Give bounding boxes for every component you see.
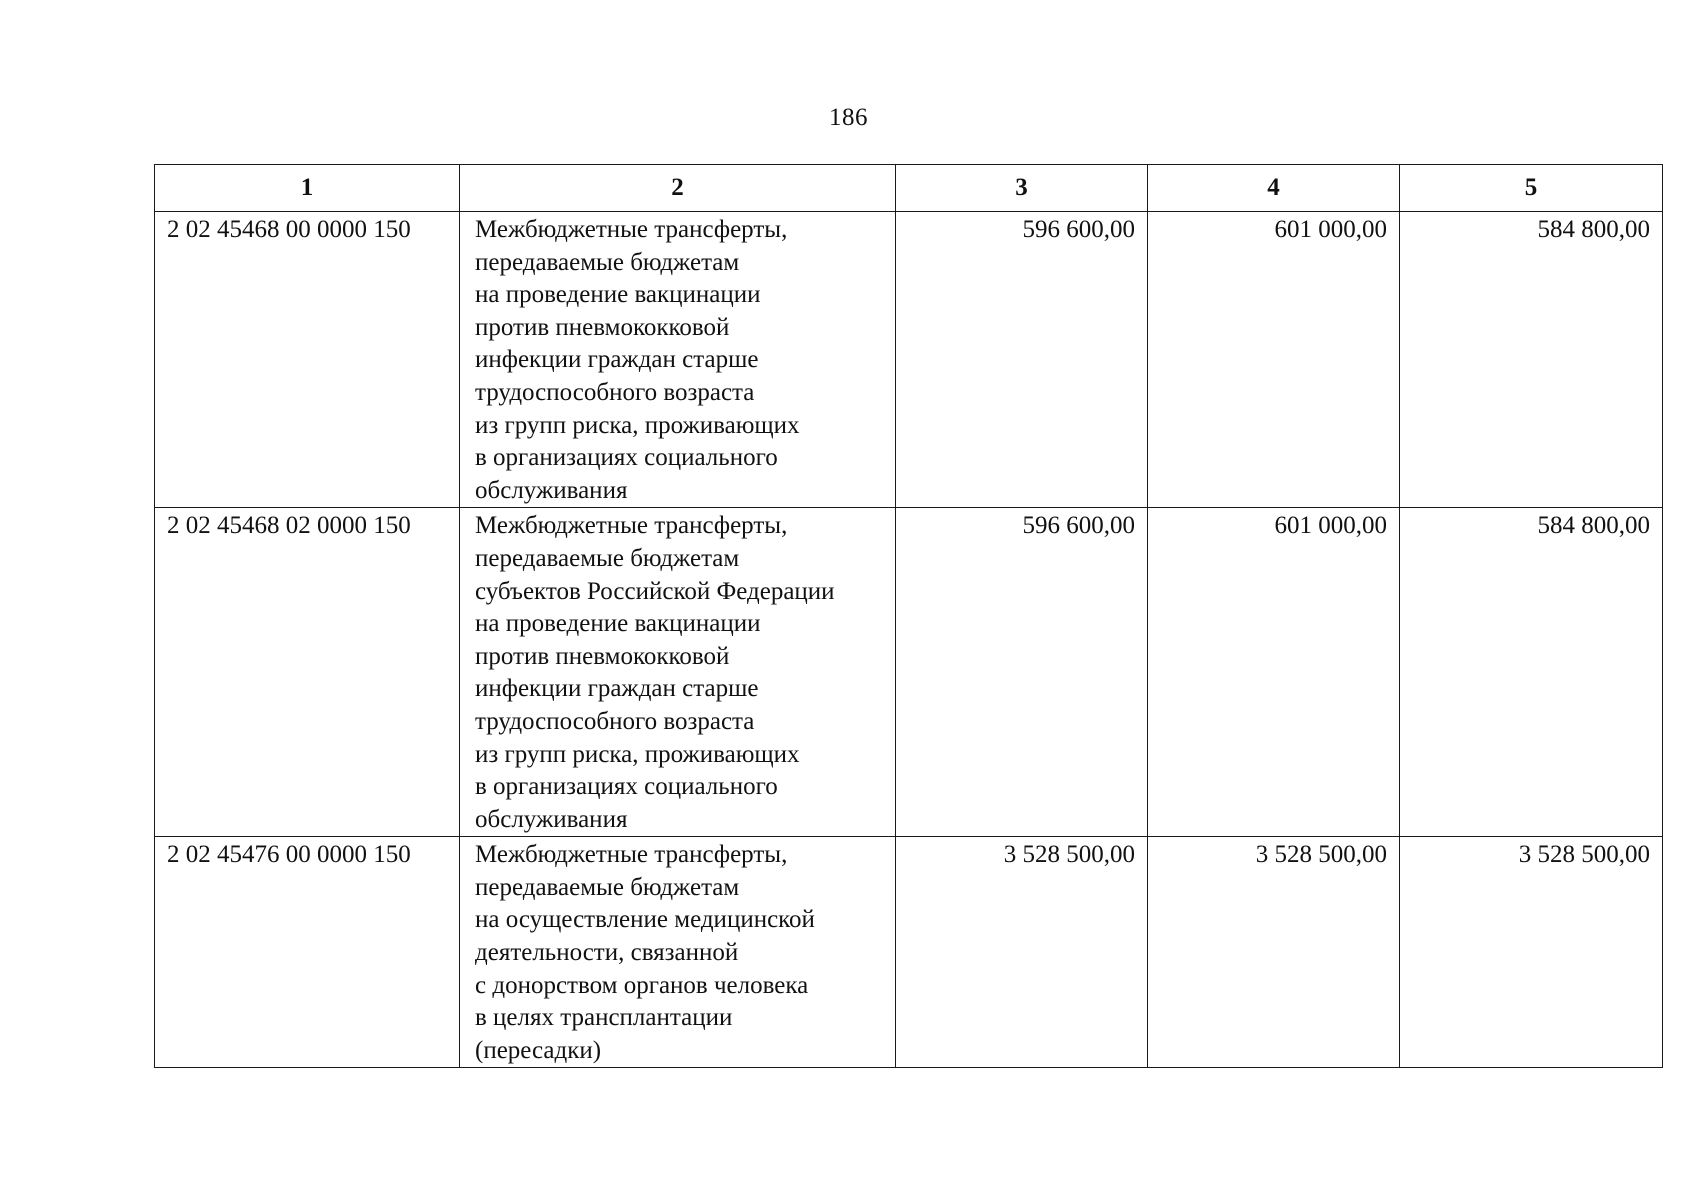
budget-code-cell: 2 02 45468 02 0000 150 bbox=[155, 508, 460, 837]
amount-cell-col3: 596 600,00 bbox=[896, 212, 1148, 508]
amount-cell-col4: 601 000,00 bbox=[1148, 508, 1400, 837]
table-row bbox=[155, 508, 1663, 837]
budget-code-cell: 2 02 45468 00 0000 150 bbox=[155, 212, 460, 508]
amount-cell-col4: 601 000,00 bbox=[1148, 212, 1400, 508]
amount-cell-col4: 3 528 500,00 bbox=[1148, 837, 1400, 1068]
table-header-row bbox=[155, 165, 1663, 212]
amount-cell-col3: 3 528 500,00 bbox=[896, 837, 1148, 1068]
description-cell: Межбюджетные трансферты, передаваемые бюджетам субъектов Российской Федерации на проведение вакцинации против пневмококковой инфекции граждан старше трудоспособного возраста из групп риска, проживающих в организациях социального обслуживания bbox=[460, 508, 896, 837]
column-header-4: 4 bbox=[1148, 165, 1400, 212]
table-row bbox=[155, 837, 1663, 1068]
table-row bbox=[155, 212, 1663, 508]
column-header-5: 5 bbox=[1400, 165, 1663, 212]
budget-code-cell: 2 02 45476 00 0000 150 bbox=[155, 837, 460, 1068]
column-header-2: 2 bbox=[460, 165, 896, 212]
description-cell: Межбюджетные трансферты, передаваемые бюджетам на проведение вакцинации против пневмококковой инфекции граждан старше трудоспособного возраста из групп риска, проживающих в организациях социального обслуживания bbox=[460, 212, 896, 508]
amount-cell-col5: 584 800,00 bbox=[1400, 508, 1663, 837]
amount-cell-col5: 584 800,00 bbox=[1400, 212, 1663, 508]
amount-cell-col3: 596 600,00 bbox=[896, 508, 1148, 837]
budget-table bbox=[154, 164, 1663, 1068]
description-cell: Межбюджетные трансферты, передаваемые бюджетам на осуществление медицинской деятельности, связанной с донорством органов человека в целях трансплантации (пересадки) bbox=[460, 837, 896, 1068]
column-header-1: 1 bbox=[155, 165, 460, 212]
page-number: 186 bbox=[829, 104, 868, 131]
amount-cell-col5: 3 528 500,00 bbox=[1400, 837, 1663, 1068]
column-header-3: 3 bbox=[896, 165, 1148, 212]
